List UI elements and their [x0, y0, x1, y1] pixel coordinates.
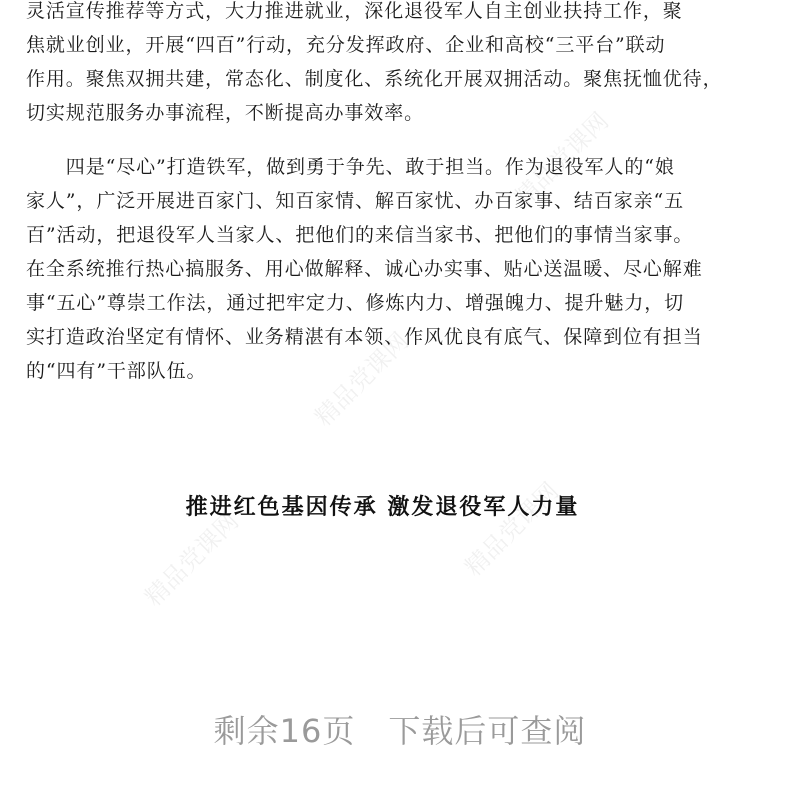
paragraph-line: 的“四有”干部队伍。: [26, 360, 207, 382]
watermark: 精品党课网: [139, 506, 245, 612]
paragraph-line: 在全系统推行热心搞服务、用心做解释、诚心办实事、贴心送温暖、尽心解难: [26, 258, 703, 280]
paragraph-line: 百”活动，把退役军人当家人、把他们的来信当家书、把他们的事情当家事。: [26, 224, 694, 246]
paragraph-line: 四是“尽心”打造铁军，做到勇于争先、敢于担当。作为退役军人的“娘: [26, 156, 675, 178]
body-paragraph-1: [26, 0, 774, 130]
paragraph-line: 家人”，广泛开展进百家门、知百家情、解百家忧、办百家事、结百家亲“五: [26, 190, 685, 212]
watermark: 精品党课网: [459, 476, 565, 582]
body-paragraph-2: [26, 150, 774, 388]
watermark: 精品党课网: [309, 326, 415, 432]
remaining-pages-notice[interactable]: 剩余16页 下载后可查阅: [213, 712, 587, 750]
paragraph-line: 事“五心”尊崇工作法，通过把牢定力、修炼内力、增强魄力、提升魅力，切: [26, 292, 685, 314]
paragraph-line: 切实规范服务办事流程，不断提高办事效率。: [26, 102, 425, 124]
paragraph-line: 灵活宣传推荐等方式，大力推进就业，深化退役军人自主创业扶持工作，聚: [26, 0, 683, 22]
paragraph-line: 焦就业创业，开展“四百”行动，充分发挥政府、企业和高校“三平台”联动: [26, 34, 666, 56]
watermark: 精品党课网: [509, 106, 615, 212]
section-heading: 推进红色基因传承 激发退役军人力量: [185, 495, 580, 520]
paragraph-line: 实打造政治坚定有情怀、业务精湛有本领、作风优良有底气、保障到位有担当: [26, 326, 703, 348]
paragraph-line: 作用。聚焦双拥共建，常态化、制度化、系统化开展双拥活动。聚焦抚恤优待，: [26, 68, 723, 90]
